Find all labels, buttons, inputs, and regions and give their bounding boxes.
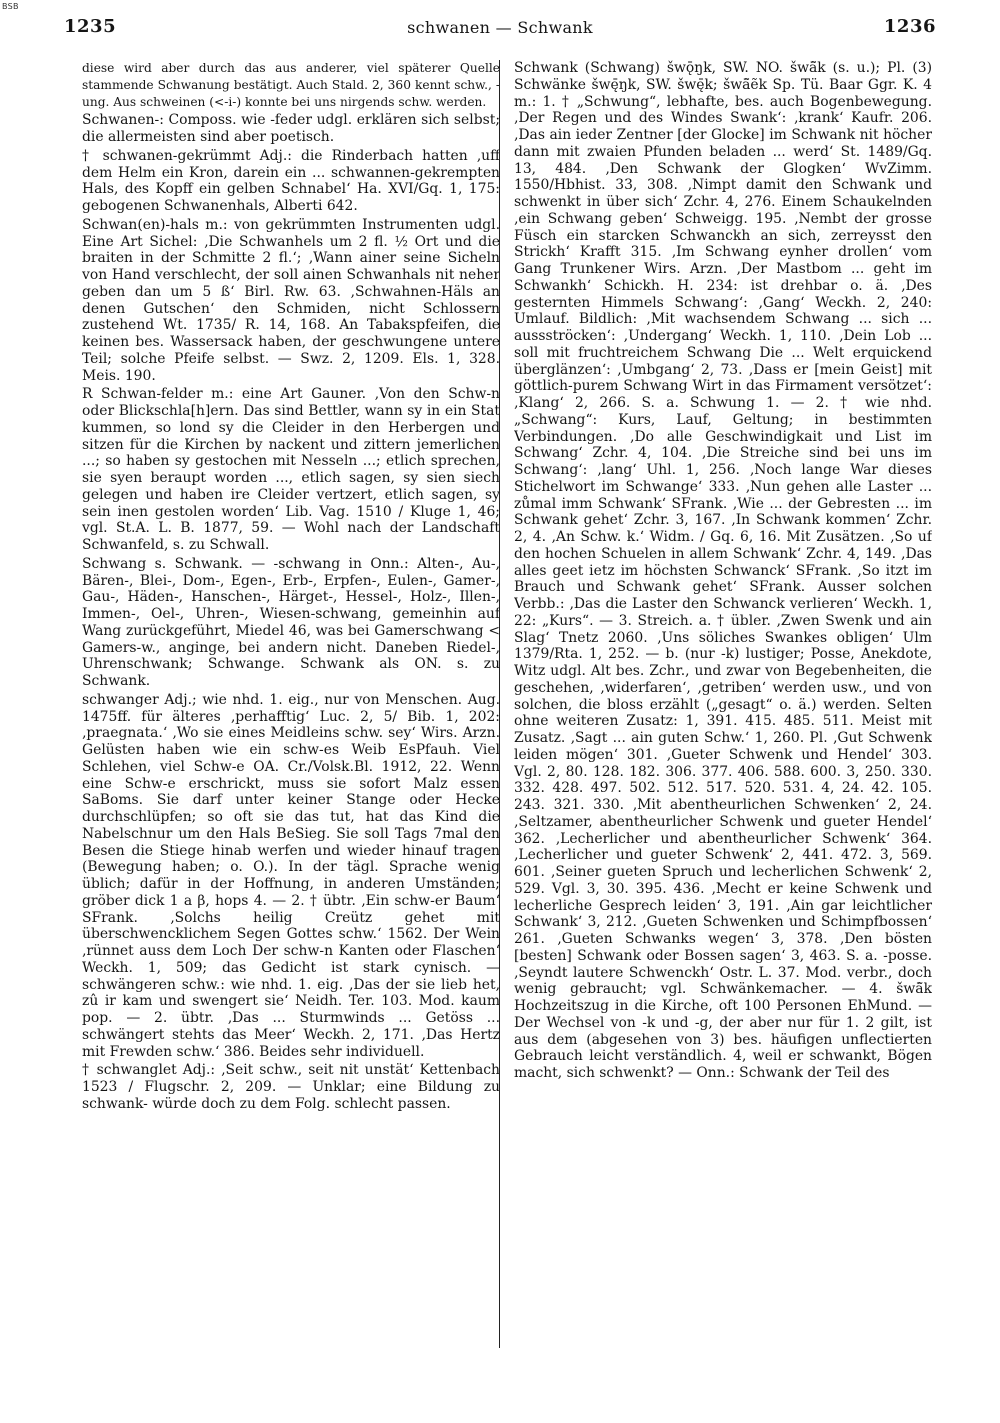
page-header <box>64 16 936 46</box>
dictionary-entry: Schwank (Schwang) šwǭŋk, SW. NO. šwā̃k (s. u.); Pl. (3) Schwänke šwę̄ŋk, SW. šwę̄k; šwā̃ẽk Sp. Tü. Baar Ggr. K. 4 m.: 1. † „Schwung“, lebhafte, bes. auch Bogenbewegung. ‚Der Regen und des Windes Swank‘: ‚krank‘ Kaufr. 206. ‚Das ain ieder Zentner [der Glocke] im Schwank nit höcher dann mit zwaien Pfunden beladen ... werd‘ St. 1489/Gq. 13, 484. ‚Den Schwank der Glogken‘ WvZimm. 1550/Hbhist. 33, 308. ‚Nimpt damit den Schwank und schwenkt in über sich‘ Zchr. 4, 276. Einem Schaukelnden ‚ein Schwang geben‘ Schweigg. 195. ‚Nembt der grosse Füsch ein starcken Schwanckh an sich, zerreysst den Strickh‘ Krafft 315. ‚Im Schwang eynher drollen‘ vom Gang Trunkener Wirs. Arzn. ‚Der Mastbom ... geht im Schwankh‘ Schickh. H. 234: ist drehbar o. ä. ‚Des gesternten Himmels Schwang‘: ‚Gang‘ Weckh. 2, 240: Umlauf. Bildlich: ‚Mit wachsendem Schwang ... sich ... aussströcken‘: ‚Undergang‘ Weckh. 1, 110. ‚Dein Lob ... soll mit fruchtreichem Schwang Die ... Welt erquickend überglänzen‘: ‚Umbgang‘ 2, 73. ‚Dass er [mein Geist] mit göttlich-purem Schwang Wirt in das Firmament versötzet‘: ‚Klang‘ 2, 266. S. a. Schwung 1. — 2. † wie nhd. „Schwang“: Kurs, Lauf, Geltung; in bestimmten Verbindungen. ‚Do alle Geschwindigkait und List im Schwang‘ Zchr. 4, 104. ‚Die Streiche sind bei uns im Schwang‘: ‚lang‘ Uhl. 1, 256. ‚Noch lange War dieses Stichelwort im Schwange‘ 333. ‚Nun gehen alle Laster ... zůmal imm Schwank‘ SFrank. ‚Wie ... der Gebresten ... im Schwank gehet‘ Zchr. 3, 167. ‚In Schwank kommen‘ Zchr. 2, 4. ‚An Schw. k.‘ Widm. / Gq. 6, 16. Mit Zusätzen. ‚So uf den hochen Schuelen in allem Schwank‘ Zchr. 4, 149. ‚Das alles geet ietz im höchsten Schwanck‘ SFrank. ‚So itzt im Brauch und Schwank gehet‘ SFrank. Ausser solchen Verbb.: ‚Das die Laster den Schwanck verlieren‘ Weckh. 1, 22: „Kurs“. — 3. Streich. a. † übler. ‚Zwen Swenk und ain Slag‘ Tnetz 2060. ‚Uns söliches Swankes obligen‘ Ulm 1379/Rta. 1, 252. — b. (nur -k) lustiger; Posse, Anekdote, Witz udgl. Alt bes. Zchr., und zwar von Begebenheiten, die geschehen, ‚widerfaren‘, ‚getriben‘ werden usw., und von solchen, die bloss erzählt („gesagt“ o. ä.) werden. Selten ohne weiteren Zusatz: 1, 391. 415. 485. 511. Meist mit Zusatz. ‚Sagt ... ain guten Schw.‘ 1, 260. Pl. ‚Gut Schwenk leiden mögen‘ 301. ‚Gueter Schwenk und Hendel‘ 303. Vgl. 2, 80. 128. 182. 306. 377. 406. 588. 600. 3, 250. 330. 332. 428. 497. 502. 512. 517. 520. 531. 4, 24. 42. 105. 243. 321. 330. ‚Mit abentheurlichen Schwenken‘ 2, 24. ‚Seltzamer, abentheurlicher Schwenk und gueter Hendel‘ 362. ‚Lecherlicher und abentheurlicher Schwenk‘ 364. ‚Lecherlicher und gueter Schwenk‘ 2, 441. 472. 3, 569. 601. ‚Seiner gueten Spruch und lecherlichen Schwenk‘ 2, 529. Vgl. 3, 30. 395. 436. ‚Mecht er keine Schwenk und lecherliche Gesprech leiden‘ 3, 191. ‚Ain gar leichtlicher Schwank‘ 3, 212. ‚Gueten Schwenken und Schimpfbossen‘ 261. ‚Gueten Schwanks wegen‘ 3, 378. ‚Den bösten [besten] Schwank oder Bossen sagen‘ 3, 463. S. a. -posse. ‚Seyndt lautere Schwenckh‘ Ostr. L. 37. Mod. verbr., doch wenig gebraucht; vgl. Schwänkemacher. — 4. šwā̃k Hochzeitszug in die Kirche, oft 100 Personen EhMund. — Der Wechsel von -k und -g, der aber nur für 1. 2 gilt, ist aus dem (abgesehen von 3) bes. häufigen unflectierten Gebrauch leicht verständlich. 4, weil er schwankt, Bögen macht, sich schwenkt? — Onn.: Schwank der Teil des <box>514 60 932 1081</box>
running-title: schwanen — Schwank <box>407 18 593 37</box>
right-column <box>514 60 932 1350</box>
library-stamp: BSB <box>2 2 19 11</box>
left-column <box>82 60 500 1350</box>
dictionary-entry: diese wird aber durch das aus anderer, viel späterer Quelle stammende Schwanung bestätigt. Auch Stald. 2, 360 kennt schw., -ung. Aus schweinen (<-i-) konnte bei uns nirgends schw. werden. <box>82 61 500 109</box>
page-number-left: 1235 <box>64 16 117 37</box>
dictionary-entry: † schwanen-gekrümmt Adj.: die Rinderbach hatten ‚uff dem Helm ein Kron, darein ein ... schwannen-gekrempten Hals, des Kopff ein gelben Schnabel‘ Ha. XVI/Gq. 1, 175: gebogenen Schwanenhals, Alberti 642. <box>82 147 500 214</box>
dictionary-entry: Schwanen-: Composs. wie -feder udgl. erklären sich selbst; die allermeisten sind aber poetisch. <box>82 112 500 145</box>
dictionary-entry: Schwang s. Schwank. — -schwang in Onn.: Alten-, Au-, Bären-, Blei-, Dom-, Egen-, Erb-, Erpfen-, Eulen-, Gamer-, Gau-, Häden-, Hanschen-, Härget-, Hessel-, Holz-, Illen-, Immen-, Oel-, Uhren-, Wiesen-schwang, gemeinhin auf Wang zurückgeführt, Miedel 46, was bei Gamerschwang < Gamers-w., anginge, bei andern nicht. Daneben Riedel-, Uhrenschwank; Schwange. Schwank als ON. s. zu Schwank. <box>82 555 500 689</box>
column-divider <box>499 60 500 1348</box>
dictionary-entry: Schwan(en)-hals m.: von gekrümmten Instrumenten udgl. Eine Art Sichel: ‚Die Schwanhels um 2 fl. ½ Ort und die braiten in der Schmitte 2 fl.‘; ‚Wann ainer seine Sicheln von Hand verschlecht, der soll ainen Schwanhals nit neher geben dan um 5 ß‘ Birl. Rw. 63. ‚Schwahnen-Häls an denen Gutschen‘ den Schmiden, nicht Schlossern zustehend Wt. 1735/ R. 14, 168. An Tabakspfeifen, die keinen bes. Wassersack haben, der geschwungene untere Teil; solche Pfeife selbst. — Swz. 2, 1209. Els. 1, 328. Meis. 190. <box>82 216 500 384</box>
dictionary-entry: schwanger Adj.; wie nhd. 1. eig., nur von Menschen. Aug. 1475ff. für älteres ‚perhafftig‘ Luc. 2, 5/ Bib. 1, 202: ‚praegnata.‘ ‚Wo sie eines Meidleins schw. sey‘ Wirs. Arzn. Gelüsten haben wie ein schw-es Weib EsPfauh. Viel Schlehen, viel Schw-e OA. Cr./Volsk.Bl. 1912, 22. Wenn eine Schw-e erschrickt, muss sie sofort Malz essen SaBoms. Sie darf unter keiner Stange oder Hecke durchschlüpfen; so oft sie das tut, hat das Kind die Nabelschnur um den Hals BeSieg. Sie soll Tags 7mal den Besen die Stiege hinab werfen und wieder hinauf tragen (Bewegung haben; o. O.). In der tägl. Sprache wenig üblich; dafür in der Hoffnung, in anderen Umständen; gröber dick 1 a β, hops 4. — 2. † übtr. ‚Ein schw-er Baum‘ SFrank. ‚Solchs heilig Creütz gehet mit überschwencklichem Segen Gottes schw.‘ 1562. Der Wein ‚rünnet auss dem Loch Der schw-n Kanten oder Flaschen‘ Weckh. 1, 509; das Gedicht ist stark cynisch. — schwängeren schw.: wie nhd. 1. eig. ‚Das der sie lieb het, zû ir kam und swengert sie‘ Neidh. Ter. 103. Mod. kaum pop. — 2. übtr. ‚Das ... Sturmwinds ... Getöss ... schwängert stehts das Meer‘ Weckh. 2, 171. ‚Das Hertz mit Frewden schw.‘ 386. Beides sehr individuell. <box>82 691 500 1060</box>
dictionary-entry: † schwanglet Adj.: ‚Seit schw., seit nit unstät‘ Kettenbach 1523 / Flugschr. 2, 209. — Unklar; eine Bildung zu schwank- würde doch zu dem Folg. schlecht passen. <box>82 1062 500 1112</box>
page-number-right: 1236 <box>883 16 936 37</box>
dictionary-entry: R Schwan-felder m.: eine Art Gauner. ‚Von den Schw-n oder Blickschla[h]ern. Das sind Bettler, wann sy in ein Stat kummen, so lond sy die Cleider in den Herbergen und sitzen für die Kirchen by nackent und zittern jemerlichen ...; so haben sy gestochen mit Nesseln ...; etlich sprechen, sie syen beraupt worden ..., etlich sagen, sy sien siech gelegen und haben ire Cleider vertzert, etlich sagen, sy sein inen gestolen worden‘ Lib. Vag. 1510 / Kluge 1, 46; vgl. St.A. L. B. 1877, 59. — Wohl nach der Landschaft Schwanfeld, s. zu Schwall. <box>82 386 500 553</box>
